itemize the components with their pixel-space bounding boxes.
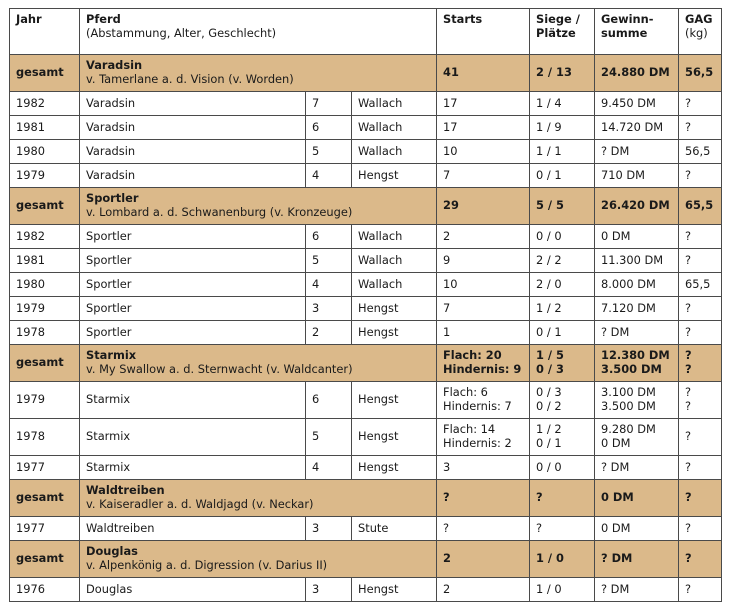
cell-line: 56,5 [685, 143, 711, 158]
total-label: gesamt [10, 541, 80, 578]
total-starts [437, 480, 530, 517]
cell-name: Varadsin [80, 164, 306, 188]
cell-gag [679, 116, 722, 140]
cell-line: 2 / 13 [536, 65, 572, 80]
cell-gewinn [595, 273, 679, 297]
cell-line: 0 / 1 [536, 167, 562, 182]
total-starts [437, 345, 530, 382]
cell-line: ? [685, 228, 692, 243]
total-starts [437, 541, 530, 578]
cell-line: 17 [443, 95, 458, 110]
cell-gewinn [595, 140, 679, 164]
cell-line: 1 / 2 [536, 422, 562, 437]
cell-geschlecht: Hengst [352, 419, 437, 456]
cell-gag [679, 273, 722, 297]
table-row [10, 92, 722, 116]
cell-jahr: 1979 [10, 164, 80, 188]
cell-line: 710 DM [601, 167, 645, 182]
cell-line: 14.720 DM [601, 119, 664, 134]
total-row [10, 480, 722, 517]
cell-line: Hindernis: 9 [443, 362, 522, 376]
cell-siege [530, 321, 595, 345]
cell-line: 2 [443, 228, 451, 243]
cell-line: 10 [443, 143, 458, 158]
cell-line: 7 [443, 167, 451, 182]
horse-name: Varadsin [86, 58, 143, 73]
table-body [10, 55, 722, 602]
cell-line: 0 / 0 [536, 228, 562, 243]
cell-line: 41 [443, 65, 459, 80]
horse-abstammung: v. Lombard a. d. Schwanenburg (v. Kronzeuge) [86, 205, 353, 219]
cell-line: ? [685, 551, 692, 566]
table-row [10, 382, 722, 419]
cell-alter: 5 [306, 249, 352, 273]
cell-line: 0 DM [601, 228, 631, 243]
cell-line: 9.280 DM [601, 422, 656, 437]
cell-alter: 5 [306, 419, 352, 456]
table-row [10, 225, 722, 249]
cell-line: 3 [443, 459, 451, 474]
total-siege [530, 480, 595, 517]
cell-line: ? [685, 362, 692, 376]
cell-line: Flach: 14 [443, 422, 496, 437]
total-siege [530, 345, 595, 382]
horse-pedigree [80, 55, 437, 92]
cell-line: 9.450 DM [601, 95, 656, 110]
cell-starts [437, 164, 530, 188]
cell-siege [530, 164, 595, 188]
cell-alter: 6 [306, 116, 352, 140]
cell-line: ? [685, 119, 692, 134]
cell-line: ? DM [601, 143, 630, 158]
cell-geschlecht: Wallach [352, 249, 437, 273]
cell-starts [437, 249, 530, 273]
cell-line: ? [536, 490, 543, 505]
cell-line: Flach: 6 [443, 385, 488, 400]
cell-gewinn [595, 164, 679, 188]
total-label: gesamt [10, 188, 80, 225]
cell-line: 2 / 0 [536, 276, 562, 291]
cell-gag [679, 517, 722, 541]
cell-line: 9 [443, 252, 451, 267]
table-row [10, 249, 722, 273]
cell-line: 1 / 2 [536, 300, 562, 315]
cell-alter: 2 [306, 321, 352, 345]
cell-gewinn [595, 225, 679, 249]
cell-line: Hindernis: 7 [443, 399, 512, 413]
cell-gag [679, 92, 722, 116]
horse-pedigree [80, 541, 437, 578]
table-row [10, 297, 722, 321]
horse-abstammung: v. Alpenkönig a. d. Digression (v. Darius II) [86, 558, 328, 572]
total-row [10, 188, 722, 225]
cell-gewinn [595, 297, 679, 321]
cell-geschlecht: Hengst [352, 297, 437, 321]
table-row [10, 517, 722, 541]
horse-racing-table [9, 8, 722, 602]
cell-line: 26.420 DM [601, 198, 670, 213]
table-row [10, 419, 722, 456]
cell-name: Starmix [80, 456, 306, 480]
cell-line: 24.880 DM [601, 65, 670, 80]
horse-pedigree [80, 345, 437, 382]
cell-line: 1 / 0 [536, 551, 564, 566]
cell-starts [437, 382, 530, 419]
cell-line: ? DM [601, 581, 630, 596]
cell-name: Sportler [80, 297, 306, 321]
cell-jahr: 1978 [10, 321, 80, 345]
cell-name: Waldtreiben [80, 517, 306, 541]
cell-gewinn [595, 249, 679, 273]
cell-geschlecht: Hengst [352, 456, 437, 480]
total-gewinn [595, 55, 679, 92]
cell-line: ? [685, 300, 692, 315]
horse-name: Sportler [86, 191, 139, 206]
horse-abstammung: v. Kaiseradler a. d. Waldjagd (v. Neckar) [86, 497, 314, 511]
cell-gag [679, 578, 722, 602]
total-starts [437, 188, 530, 225]
cell-gag [679, 419, 722, 456]
cell-line: 3.500 DM [601, 399, 656, 413]
table-row [10, 578, 722, 602]
cell-starts [437, 225, 530, 249]
cell-geschlecht: Hengst [352, 164, 437, 188]
cell-jahr: 1981 [10, 249, 80, 273]
cell-starts [437, 92, 530, 116]
cell-siege [530, 382, 595, 419]
cell-line: ? [536, 520, 543, 535]
header-row [10, 9, 722, 55]
cell-line: ? [685, 95, 692, 110]
cell-line: 1 / 9 [536, 119, 562, 134]
cell-line: ? [685, 348, 692, 363]
cell-starts [437, 578, 530, 602]
cell-name: Varadsin [80, 92, 306, 116]
cell-gag [679, 249, 722, 273]
cell-gag [679, 321, 722, 345]
cell-line: 2 / 2 [536, 252, 562, 267]
cell-line: 65,5 [685, 198, 714, 213]
cell-line: ? [685, 581, 692, 596]
cell-geschlecht: Wallach [352, 116, 437, 140]
total-gewinn [595, 480, 679, 517]
cell-starts [437, 321, 530, 345]
cell-gag [679, 456, 722, 480]
cell-name: Varadsin [80, 116, 306, 140]
cell-line: 10 [443, 276, 458, 291]
total-row [10, 55, 722, 92]
cell-name: Varadsin [80, 140, 306, 164]
cell-line: 5 / 5 [536, 198, 564, 213]
cell-line: 11.300 DM [601, 252, 664, 267]
cell-line: ? DM [601, 324, 630, 339]
total-gag [679, 480, 722, 517]
cell-line: ? [685, 429, 692, 444]
cell-name: Douglas [80, 578, 306, 602]
cell-alter: 3 [306, 297, 352, 321]
total-gag [679, 541, 722, 578]
header-jahr: Jahr [10, 9, 80, 55]
cell-gewinn [595, 92, 679, 116]
table-row [10, 140, 722, 164]
header-gewinn: Gewinn- summe [595, 9, 679, 55]
cell-starts [437, 419, 530, 456]
horse-pedigree [80, 480, 437, 517]
cell-line: 2 [443, 581, 451, 596]
horse-name: Waldtreiben [86, 483, 165, 498]
cell-line: 3.100 DM [601, 385, 656, 400]
cell-geschlecht: Wallach [352, 273, 437, 297]
cell-siege [530, 92, 595, 116]
cell-jahr: 1979 [10, 297, 80, 321]
header-starts: Starts [437, 9, 530, 55]
cell-line: ? [685, 520, 692, 535]
cell-line: 0 / 2 [536, 399, 562, 413]
horse-name: Starmix [86, 348, 137, 363]
total-gewinn [595, 345, 679, 382]
cell-gag [679, 382, 722, 419]
cell-jahr: 1978 [10, 419, 80, 456]
cell-gag [679, 225, 722, 249]
cell-gewinn [595, 517, 679, 541]
total-gag [679, 55, 722, 92]
cell-starts [437, 273, 530, 297]
cell-siege [530, 456, 595, 480]
cell-starts [437, 116, 530, 140]
horse-pedigree [80, 188, 437, 225]
total-label: gesamt [10, 55, 80, 92]
cell-jahr: 1982 [10, 92, 80, 116]
cell-geschlecht: Stute [352, 517, 437, 541]
horse-abstammung: v. My Swallow a. d. Sternwacht (v. Waldcanter) [86, 362, 353, 376]
cell-starts [437, 297, 530, 321]
cell-siege [530, 140, 595, 164]
total-siege [530, 188, 595, 225]
cell-line: 0 / 3 [536, 362, 564, 376]
cell-alter: 7 [306, 92, 352, 116]
cell-line: 1 / 1 [536, 143, 562, 158]
cell-line: 0 DM [601, 436, 631, 450]
cell-line: ? DM [601, 459, 630, 474]
cell-line: ? [443, 520, 450, 535]
cell-siege [530, 517, 595, 541]
cell-starts [437, 517, 530, 541]
cell-geschlecht: Hengst [352, 321, 437, 345]
cell-jahr: 1980 [10, 273, 80, 297]
cell-jahr: 1977 [10, 456, 80, 480]
cell-line: 0 / 1 [536, 436, 562, 450]
total-gewinn [595, 188, 679, 225]
cell-line: 0 / 3 [536, 385, 562, 400]
cell-siege [530, 116, 595, 140]
cell-line: 65,5 [685, 276, 711, 291]
cell-gewinn [595, 382, 679, 419]
cell-line: ? [685, 167, 692, 182]
total-row [10, 541, 722, 578]
cell-line: 1 / 5 [536, 348, 564, 363]
cell-line: 56,5 [685, 65, 714, 80]
cell-line: 1 / 0 [536, 581, 562, 596]
cell-jahr: 1980 [10, 140, 80, 164]
cell-alter: 6 [306, 382, 352, 419]
cell-name: Starmix [80, 382, 306, 419]
cell-siege [530, 273, 595, 297]
cell-name: Sportler [80, 321, 306, 345]
total-starts [437, 55, 530, 92]
cell-gewinn [595, 578, 679, 602]
cell-line: Flach: 20 [443, 348, 502, 363]
cell-gewinn [595, 456, 679, 480]
horse-abstammung: v. Tamerlane a. d. Vision (v. Worden) [86, 72, 294, 86]
cell-alter: 4 [306, 164, 352, 188]
cell-line: 0 DM [601, 490, 634, 505]
header-siege: Siege / Plätze [530, 9, 595, 55]
cell-jahr: 1979 [10, 382, 80, 419]
cell-geschlecht: Wallach [352, 140, 437, 164]
total-siege [530, 541, 595, 578]
horse-name: Douglas [86, 544, 138, 559]
cell-line: 2 [443, 551, 451, 566]
cell-name: Sportler [80, 225, 306, 249]
cell-line: ? [443, 490, 450, 505]
total-label: gesamt [10, 480, 80, 517]
cell-line: 7 [443, 300, 451, 315]
header-pferd: Pferd (Abstammung, Alter, Geschlecht) [80, 9, 437, 55]
cell-line: 1 / 4 [536, 95, 562, 110]
cell-line: 8.000 DM [601, 276, 656, 291]
total-label: gesamt [10, 345, 80, 382]
cell-line: ? [685, 324, 692, 339]
cell-line: 1 [443, 324, 451, 339]
cell-gewinn [595, 116, 679, 140]
cell-siege [530, 249, 595, 273]
cell-geschlecht: Wallach [352, 92, 437, 116]
cell-name: Starmix [80, 419, 306, 456]
cell-alter: 4 [306, 273, 352, 297]
table-row [10, 321, 722, 345]
cell-line: ? [685, 399, 692, 413]
total-row [10, 345, 722, 382]
cell-siege [530, 297, 595, 321]
cell-geschlecht: Hengst [352, 578, 437, 602]
cell-line: ? DM [601, 551, 633, 566]
total-gag [679, 345, 722, 382]
total-gag [679, 188, 722, 225]
cell-line: ? [685, 252, 692, 267]
cell-line: ? [685, 385, 692, 400]
header-gag: GAG (kg) [679, 9, 722, 55]
cell-line: ? [685, 490, 692, 505]
cell-line: 0 DM [601, 520, 631, 535]
cell-gewinn [595, 321, 679, 345]
cell-line: 12.380 DM [601, 348, 670, 363]
cell-alter: 3 [306, 578, 352, 602]
cell-alter: 5 [306, 140, 352, 164]
cell-jahr: 1982 [10, 225, 80, 249]
table-row [10, 116, 722, 140]
cell-name: Sportler [80, 249, 306, 273]
cell-name: Sportler [80, 273, 306, 297]
cell-gag [679, 140, 722, 164]
cell-siege [530, 578, 595, 602]
cell-line: 17 [443, 119, 458, 134]
cell-jahr: 1976 [10, 578, 80, 602]
table-row [10, 164, 722, 188]
cell-line: 0 / 0 [536, 459, 562, 474]
total-gewinn [595, 541, 679, 578]
cell-line: 0 / 1 [536, 324, 562, 339]
cell-alter: 3 [306, 517, 352, 541]
cell-siege [530, 225, 595, 249]
cell-line: ? [685, 459, 692, 474]
cell-geschlecht: Wallach [352, 225, 437, 249]
cell-line: 7.120 DM [601, 300, 656, 315]
cell-alter: 6 [306, 225, 352, 249]
cell-jahr: 1981 [10, 116, 80, 140]
table-row [10, 456, 722, 480]
cell-geschlecht: Hengst [352, 382, 437, 419]
cell-gag [679, 297, 722, 321]
cell-gag [679, 164, 722, 188]
table-row [10, 273, 722, 297]
cell-starts [437, 140, 530, 164]
cell-line: Hindernis: 2 [443, 436, 512, 450]
cell-alter: 4 [306, 456, 352, 480]
cell-jahr: 1977 [10, 517, 80, 541]
cell-starts [437, 456, 530, 480]
cell-line: 29 [443, 198, 459, 213]
cell-siege [530, 419, 595, 456]
cell-line: 3.500 DM [601, 362, 662, 376]
total-siege [530, 55, 595, 92]
cell-gewinn [595, 419, 679, 456]
